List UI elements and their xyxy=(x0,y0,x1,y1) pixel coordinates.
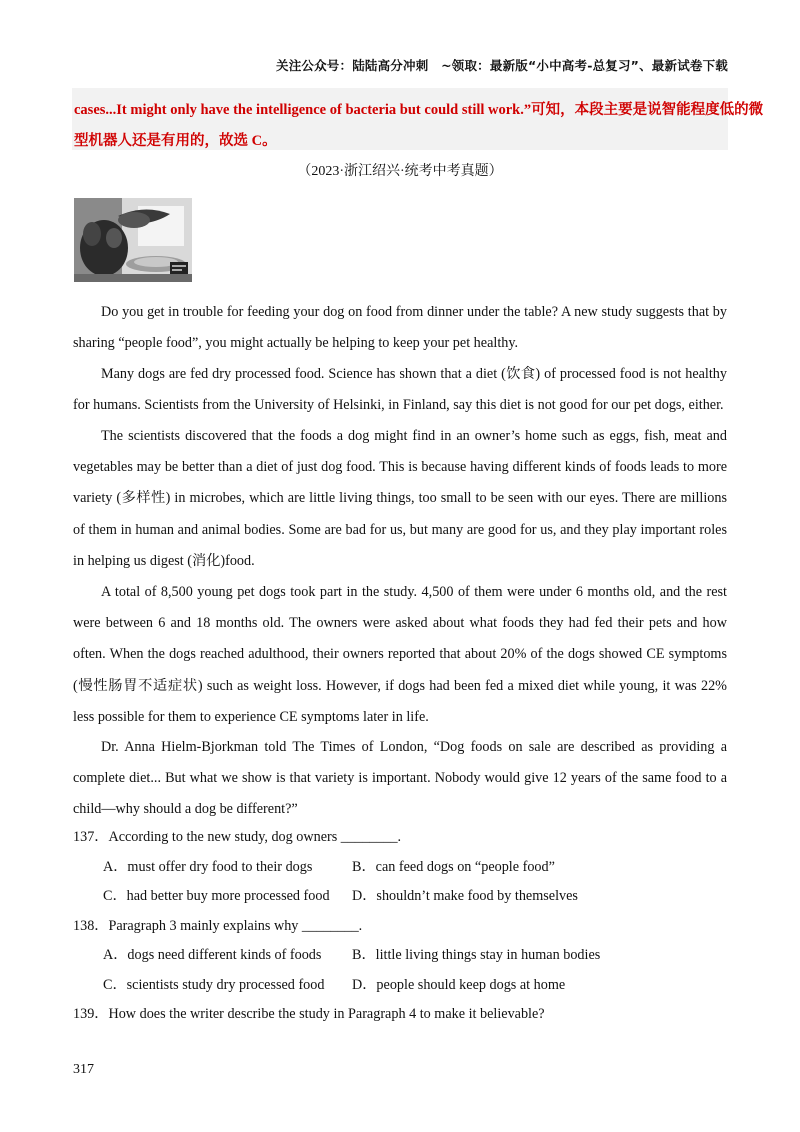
paragraph-text: Many dogs are fed dry processed food. Science has shown that a diet (饮食) of processed food is not healthy for humans. Scientists from the University of Helsinki, in Finland, say this diet is not good for our pet dogs, either. xyxy=(73,366,727,414)
question-138-option-b[interactable]: B．little living things stay in human bodies xyxy=(352,947,601,963)
paragraph-text: The scientists discovered that the foods a dog might find in an owner’s home such as eggs, fish, meat and vegetables may be better than a diet of just dog food. This is because having different kinds of foods leads to more variety (多样性) in microbes, which are little living things, too small to be seen with our eyes. There are millions of them in human and animal bodies. Some are bad for us, but many are good for us, and they play important roles in helping us digest (消化)food. xyxy=(73,428,727,569)
paragraph-text: A total of 8,500 young pet dogs took part in the study. 4,500 of them were under 6 months old, and the rest were between 6 and 18 months old. The owners were asked about what foods they had fed their pets and how often. When the dogs reached adulthood, their owners reported that about 20% of the dogs showed CE symptoms (慢性肠胃不适症状) such as weight loss. However, if dogs had been fed a mixed diet while young, it was 22% less possible for them to experience CE symptoms later in life. xyxy=(73,584,727,725)
question-137-stem: 137．According to the new study, dog owners ________. xyxy=(73,829,402,845)
question-137-option-a[interactable]: A．must offer dry food to their dogs xyxy=(103,859,313,875)
paragraph-text: Dr. Anna Hielm-Bjorkman told The Times of London, “Dog foods on sale are described as providing a complete diet... But what we show is that variety is important. Nobody would give 12 years of the same food to a child—why should a dog be different?” xyxy=(73,739,727,818)
article-paragraph-4 xyxy=(73,577,727,733)
dog-eating-photo xyxy=(74,198,192,282)
page-number: 317 xyxy=(73,1062,94,1077)
question-138-stem: 138．Paragraph 3 mainly explains why ________. xyxy=(73,918,363,934)
question-137-option-b[interactable]: B．can feed dogs on “people food” xyxy=(352,859,555,875)
question-138-option-a[interactable]: A．dogs need different kinds of foods xyxy=(103,947,322,963)
page-header: 关注公众号：陆陆高分冲刺 ~领取：最新版“小中高考-总复习”、最新试卷下载 xyxy=(276,58,728,73)
question-139-stem: 139．How does the writer describe the study in Paragraph 4 to make it believable? xyxy=(73,1006,545,1022)
article-paragraph-1 xyxy=(73,297,727,359)
question-137-option-d[interactable]: D．shouldn’t make food by themselves xyxy=(352,888,578,904)
article-paragraph-3 xyxy=(73,421,727,577)
source-note: （2023·浙江绍兴·统考中考真题） xyxy=(297,164,503,179)
article-paragraph-2 xyxy=(73,359,727,421)
article-paragraph-5 xyxy=(73,732,727,826)
paragraph-text: Do you get in trouble for feeding your dog on food from dinner under the table? A new study suggests that by sharing “people food”, you might actually be helping to keep your pet healthy. xyxy=(73,304,727,352)
answer-explanation-line-2: 型机器人还是有用的，故选 C。 xyxy=(74,133,277,149)
question-138-option-d[interactable]: D．people should keep dogs at home xyxy=(352,977,566,993)
question-138-option-c[interactable]: C．scientists study dry processed food xyxy=(103,977,325,993)
question-137-option-c[interactable]: C．had better buy more processed food xyxy=(103,888,330,904)
answer-explanation-line-1: cases...It might only have the intelligence of bacteria but could still work.”可知，本段主要是说智能程度低的微 xyxy=(74,102,764,118)
